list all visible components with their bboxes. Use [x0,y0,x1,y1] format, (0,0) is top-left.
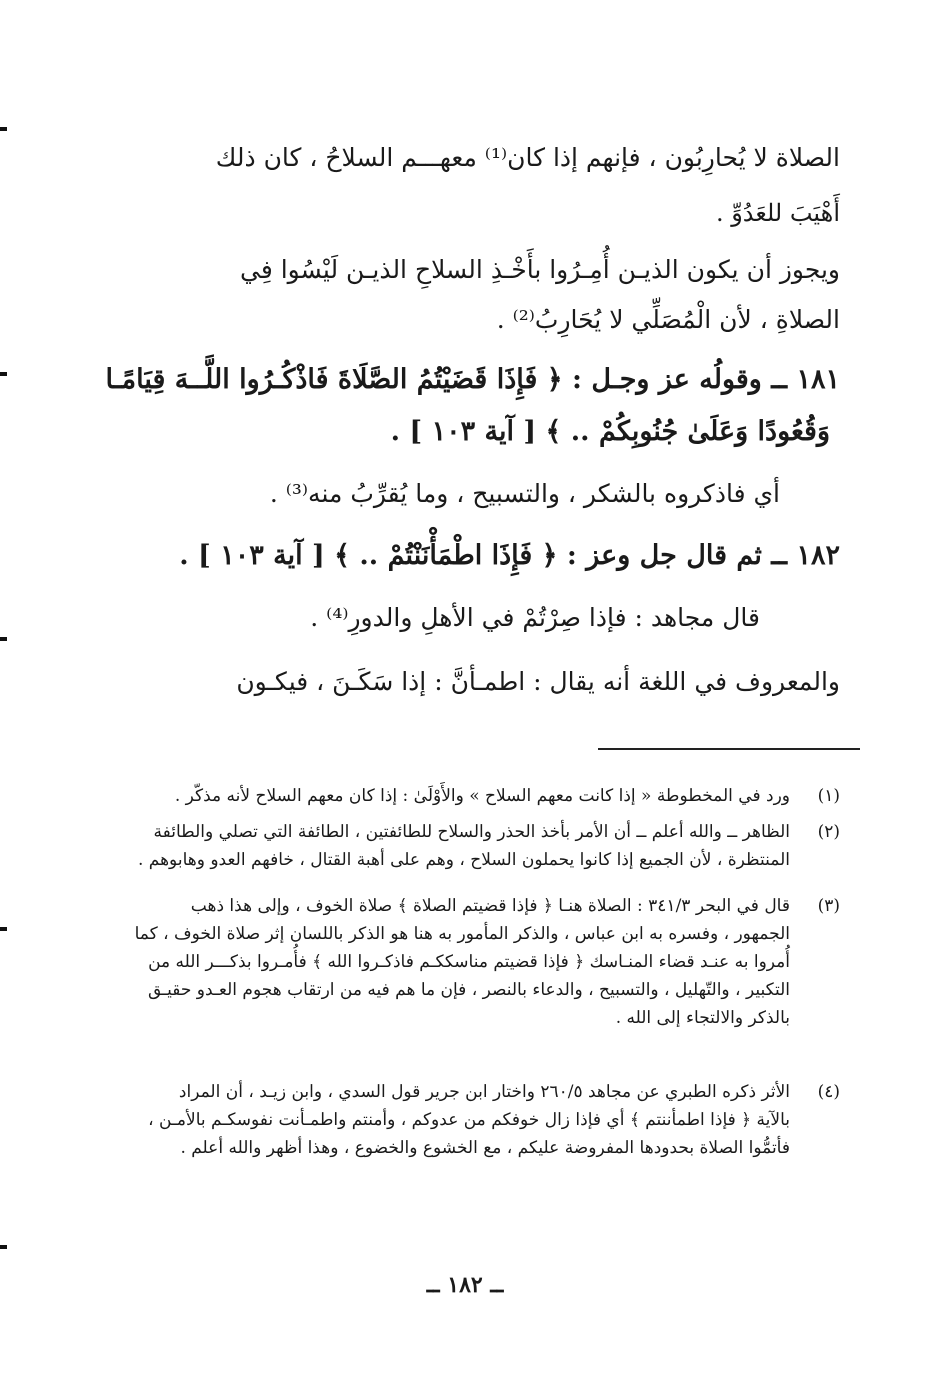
footnote-line: ورد في المخطوطة « إذا كانت معهم السلاح » والأَوْلَىٰ : إذا كان معهم السلاح لأنه مذكّر . [174,786,790,806]
verse-line: ١٨٢ ــ ثم قال جل وعز : ﴿ فَإِذَا اطْمَأْنَنْتُمْ .. ﴾ [ آية ١٠٣ ] . [179,540,840,571]
footnote-line: الظاهر ــ والله أعلم ــ أن الأمر بأخذ الحذر والسلاح للطائفتين ، الطائفة التي تصلي والطائفة [153,822,790,842]
margin-mark [0,927,7,931]
text-line: قال مجاهد : فإذا صِرْتُمْ في الأهلِ والدورِ⁽⁴⁾ . [310,603,760,632]
footnote-line: الأثر ذكره الطبري عن مجاهد ٢٦٠/٥ واختار ابن جرير قول السدي ، وابن زيـد ، أن المراد [178,1082,790,1102]
footnote [100,892,840,1042]
footnote-line: بالآية ﴿ فإذا اطمأننتم ﴾ أي فإذا زال خوفكم من عدوكم ، وأمنتم واطمـأنت نفوسكـم بالأمـن ، [148,1110,790,1130]
verse-line: وَقُعُودًا وَعَلَىٰ جُنُوبِكُمْ .. ﴾ [ آية ١٠٣ ] . [390,416,830,447]
footnote-divider [598,748,860,750]
footnote-line: أُمروا به عنـد قضاء المنـاسك ﴿ فإذا قضيتم مناسككـم فاذكـروا الله ﴾ فأُمـروا بذكـــر الله من [148,952,790,972]
footnote-number: (٣) [817,896,840,916]
footnote [100,1078,840,1168]
text-line: أَهْيَبَ للعَدُوِّ . [715,199,840,227]
text-line: والمعروف في اللغة أنه يقال : اطمـأنَّ : إذا سَكَـنَ ، فيكـون [236,667,840,696]
footnote-line: قال في البحر ٣٤١/٣ : الصلاة هنـا ﴿ فإذا قضيتم الصلاة ﴾ صلاة الخوف ، وإلى هذا ذهب [190,896,790,916]
footnote [100,818,840,878]
page-number: ــ ١٨٢ ــ [426,1272,504,1298]
text-line: ويجوز أن يكون الذيـن أُمِـرُوا بأَخْـذِ السلاحِ الذيـن لَيْسُوا فِي [240,255,840,284]
footnote-number: (١) [817,786,840,806]
footnote-line: المنتظرة ، لأن الجميع إذا كانوا يحملون السلاح ، وهم على أهبة القتال ، خافهم العدو وهابوهم . [137,850,790,870]
text-line: الصلاةِ ، لأن الْمُصَلِّي لا يُحَارِبُ⁽²⁾ . [496,305,840,334]
footnote [100,782,840,812]
footnote-line: التكبير ، والتّهليل ، والتسبيح ، والدعاء بالنصر ، فإن ما هم فيه من ارتقاب هجوم العـدو حقيـق [148,980,790,1000]
footnote-number: (٤) [817,1082,840,1102]
verse-line: ١٨١ ــ وقولُه عز وجـل : ﴿ فَإِذَا قَضَيْتُمُ الصَّلَاةَ فَاذْكُـرُوا اللَّــهَ قِيَامًـا [105,364,840,395]
text-line: الصلاة لا يُحارِبُون ، فإنهم إذا كان⁽¹⁾ معهـــم السلاحُ ، كان ذلك [215,143,840,172]
margin-mark [0,372,7,376]
footnote-line: الجمهور ، وفسره به ابن عباس ، والذكر المأمور به هنا هو الذكر باللسان إثر صلاة الخوف ، كما [134,924,790,944]
text-line: أي فاذكروه بالشكر ، والتسبيح ، وما يُقرِّبُ منه⁽³⁾ . [269,479,780,508]
margin-mark [0,637,7,641]
footnote-number: (٢) [817,822,840,842]
footnote-line: بالذكر والالتجاء إلى الله . [615,1008,790,1028]
margin-mark [0,127,7,131]
margin-mark [0,1245,7,1249]
footnote-line: فأتمُّوا الصلاة بحدودها المفروضة عليكم ، مع الخشوع والخضوع ، وهذا أظهر والله أعلم . [180,1138,790,1158]
